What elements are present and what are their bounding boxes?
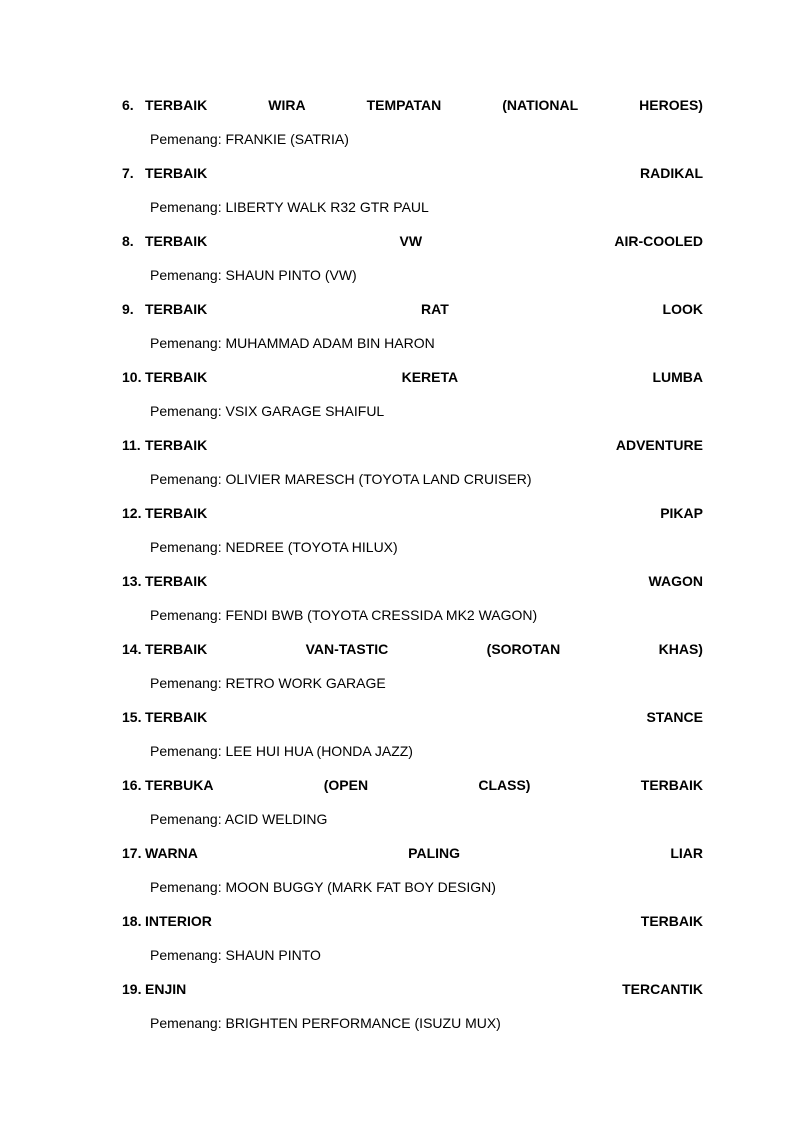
winner-line xyxy=(150,946,321,964)
winner-line xyxy=(150,742,413,760)
item-number: 19. xyxy=(122,981,142,997)
winner-label: Pemenang: xyxy=(150,675,222,691)
category-first-word xyxy=(122,164,207,182)
category-word: PALING xyxy=(408,845,461,861)
category-word: VAN-TASTIC xyxy=(305,641,389,657)
winner-line xyxy=(150,334,435,352)
winner-label: Pemenang: xyxy=(150,539,222,555)
category-word: TERBAIK xyxy=(640,913,703,929)
category-word: KERETA xyxy=(401,369,459,385)
winner-name: FRANKIE (SATRIA) xyxy=(225,131,349,147)
award-item xyxy=(122,912,703,980)
category-first-word xyxy=(122,776,213,794)
category-word: WARNA xyxy=(145,845,198,861)
winner-line xyxy=(150,470,531,488)
category-word: HEROES) xyxy=(639,97,703,113)
winner-name: OLIVIER MARESCH (TOYOTA LAND CRUISER) xyxy=(225,471,532,487)
category-word: TERBAIK xyxy=(145,301,208,317)
category-word: WIRA xyxy=(268,97,306,113)
category-word: TERBAIK xyxy=(145,505,208,521)
winner-label: Pemenang: xyxy=(150,471,222,487)
category-word: VW xyxy=(399,233,423,249)
item-number: 7. xyxy=(122,165,134,181)
award-item xyxy=(122,776,703,844)
category-word: KHAS) xyxy=(658,641,703,657)
award-item xyxy=(122,232,703,300)
winner-label: Pemenang: xyxy=(150,879,222,895)
category-word: (OPEN xyxy=(323,777,369,793)
winner-name: LIBERTY WALK R32 GTR PAUL xyxy=(225,199,429,215)
award-category xyxy=(122,980,703,998)
award-list xyxy=(122,96,703,1048)
category-word: (NATIONAL xyxy=(502,97,579,113)
category-word: TERBAIK xyxy=(145,709,208,725)
award-item xyxy=(122,96,703,164)
award-item xyxy=(122,844,703,912)
category-word: ENJIN xyxy=(145,981,187,997)
winner-name: SHAUN PINTO xyxy=(225,947,321,963)
item-number: 14. xyxy=(122,641,142,657)
category-first-word xyxy=(122,844,198,862)
award-item xyxy=(122,436,703,504)
winner-name: RETRO WORK GARAGE xyxy=(225,675,386,691)
category-word: ADVENTURE xyxy=(615,437,703,453)
category-first-word xyxy=(122,980,186,998)
category-word: TERBAIK xyxy=(640,777,703,793)
item-number: 10. xyxy=(122,369,142,385)
category-first-word xyxy=(122,436,207,454)
category-first-word xyxy=(122,912,212,930)
winner-line xyxy=(150,198,429,216)
winner-name: VSIX GARAGE SHAIFUL xyxy=(225,403,385,419)
winner-name: BRIGHTEN PERFORMANCE (ISUZU MUX) xyxy=(225,1015,501,1031)
item-number: 11. xyxy=(122,437,141,453)
item-number: 17. xyxy=(122,845,142,861)
category-word: TERBAIK xyxy=(145,97,208,113)
category-word: AIR-COOLED xyxy=(614,233,703,249)
winner-label: Pemenang: xyxy=(150,947,222,963)
winner-name: ACID WELDING xyxy=(224,811,328,827)
category-word: INTERIOR xyxy=(145,913,212,929)
award-item xyxy=(122,640,703,708)
winner-name: SHAUN PINTO (VW) xyxy=(225,267,357,283)
category-word: PIKAP xyxy=(660,505,703,521)
winner-line xyxy=(150,1014,501,1032)
winner-line xyxy=(150,810,327,828)
item-number: 16. xyxy=(122,777,142,793)
category-word: TERBAIK xyxy=(145,573,208,589)
award-category xyxy=(122,572,703,590)
item-number: 13. xyxy=(122,573,142,589)
winner-name: LEE HUI HUA (HONDA JAZZ) xyxy=(225,743,413,759)
winner-line xyxy=(150,266,357,284)
item-number: 9. xyxy=(122,301,134,317)
award-category xyxy=(122,912,703,930)
category-first-word xyxy=(122,640,207,658)
category-word: STANCE xyxy=(646,709,703,725)
winner-line xyxy=(150,538,398,556)
item-number: 15. xyxy=(122,709,142,725)
item-number: 8. xyxy=(122,233,134,249)
item-number: 6. xyxy=(122,97,134,113)
winner-label: Pemenang: xyxy=(150,743,222,759)
item-number: 18. xyxy=(122,913,142,929)
winner-line xyxy=(150,606,537,624)
category-word: LUMBA xyxy=(652,369,703,385)
category-first-word xyxy=(122,232,207,250)
winner-label: Pemenang: xyxy=(150,267,222,283)
category-word: TERBUKA xyxy=(145,777,214,793)
award-item xyxy=(122,164,703,232)
award-item xyxy=(122,300,703,368)
award-category xyxy=(122,776,703,794)
award-category xyxy=(122,504,703,522)
category-word: CLASS) xyxy=(478,777,531,793)
category-word: TEMPATAN xyxy=(366,97,442,113)
category-first-word xyxy=(122,300,207,318)
award-category xyxy=(122,96,703,114)
winner-label: Pemenang: xyxy=(150,811,222,827)
category-word: (SOROTAN xyxy=(486,641,561,657)
winner-name: FENDI BWB (TOYOTA CRESSIDA MK2 WAGON) xyxy=(225,607,538,623)
award-category xyxy=(122,164,703,182)
award-item xyxy=(122,708,703,776)
category-word: TERBAIK xyxy=(145,369,208,385)
award-item xyxy=(122,572,703,640)
award-item xyxy=(122,980,703,1048)
winner-label: Pemenang: xyxy=(150,607,222,623)
category-first-word xyxy=(122,96,207,114)
award-category xyxy=(122,436,703,454)
winner-name: MOON BUGGY (MARK FAT BOY DESIGN) xyxy=(225,879,496,895)
winner-label: Pemenang: xyxy=(150,199,222,215)
winner-line xyxy=(150,402,384,420)
item-number: 12. xyxy=(122,505,142,521)
category-first-word xyxy=(122,572,207,590)
category-first-word xyxy=(122,708,207,726)
award-category xyxy=(122,368,703,386)
category-word: LIAR xyxy=(670,845,703,861)
category-word: WAGON xyxy=(648,573,703,589)
winner-name: NEDREE (TOYOTA HILUX) xyxy=(225,539,398,555)
winner-line xyxy=(150,674,386,692)
winner-line xyxy=(150,878,496,896)
award-category xyxy=(122,844,703,862)
category-word: RADIKAL xyxy=(640,165,703,181)
category-word: TERCANTIK xyxy=(622,981,703,997)
winner-line xyxy=(150,130,349,148)
category-word: TERBAIK xyxy=(145,233,208,249)
award-category xyxy=(122,300,703,318)
award-category xyxy=(122,708,703,726)
category-word: TERBAIK xyxy=(145,437,208,453)
winner-label: Pemenang: xyxy=(150,131,222,147)
award-category xyxy=(122,640,703,658)
category-word: TERBAIK xyxy=(145,641,208,657)
winner-label: Pemenang: xyxy=(150,335,222,351)
award-item xyxy=(122,368,703,436)
award-item xyxy=(122,504,703,572)
category-word: RAT xyxy=(421,301,449,317)
award-category xyxy=(122,232,703,250)
category-first-word xyxy=(122,504,207,522)
category-word: LOOK xyxy=(662,301,703,317)
winner-label: Pemenang: xyxy=(150,403,222,419)
category-first-word xyxy=(122,368,207,386)
category-word: TERBAIK xyxy=(145,165,208,181)
winner-label: Pemenang: xyxy=(150,1015,222,1031)
winner-name: MUHAMMAD ADAM BIN HARON xyxy=(225,335,435,351)
